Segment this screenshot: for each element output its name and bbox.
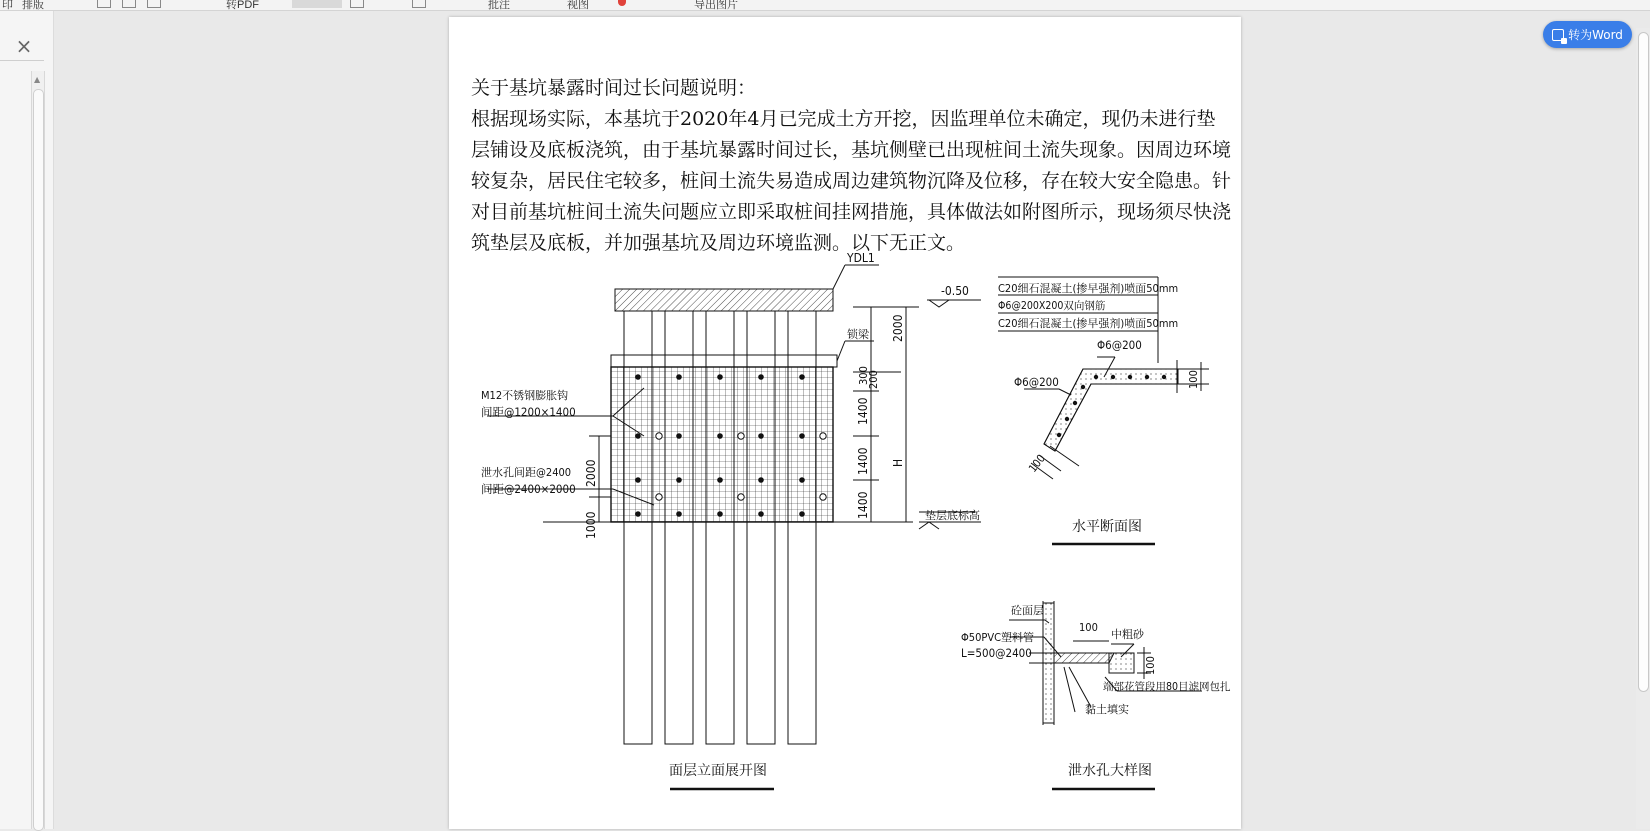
toolbar-item-print[interactable]: 印 (2, 0, 13, 11)
drain-detail-title: 泄水孔大样图 (1068, 763, 1152, 779)
divider (0, 60, 44, 61)
layer-1-label: C20细石混凝土(掺早强剂)喷面50mm (998, 282, 1179, 295)
label-drain-2: 间距@2400×2000 (481, 482, 576, 496)
label-phi-left: Φ6@200 (1014, 375, 1059, 389)
toolbar-item-pdf[interactable]: 转PDF (226, 0, 259, 11)
scroll-up-icon[interactable]: ▲ (34, 75, 41, 84)
elevation-title: 面层立面展开图 (669, 763, 767, 779)
page-icon[interactable] (97, 0, 111, 8)
page-icon[interactable] (412, 0, 426, 8)
label-pipe-2: L=500@2400 (961, 646, 1032, 660)
dim-200: 200 (867, 370, 880, 389)
dim-100-side: 100 (1144, 656, 1157, 675)
engineering-drawing (449, 17, 1241, 829)
label-level: -0.50 (941, 284, 969, 298)
label-fill: 黏土填实 (1085, 703, 1129, 716)
sidebar-scrollbar[interactable] (31, 71, 45, 829)
convert-to-word-button[interactable] (1543, 21, 1632, 48)
label-wrap: 端部花管段用80目滤网包扎 (1103, 681, 1231, 693)
cap-beam (615, 289, 833, 311)
label-ydl: YDL1 (847, 251, 875, 265)
dim-2000-left: 2000 (584, 459, 598, 487)
scrollbar-thumb[interactable] (33, 89, 44, 831)
steel-mesh (611, 367, 833, 522)
section-title: 水平断面图 (1072, 519, 1142, 535)
red-icon[interactable] (618, 0, 626, 6)
page-icon[interactable] (147, 0, 161, 8)
convert-icon (1552, 29, 1564, 41)
close-icon[interactable]: × (15, 34, 33, 58)
layer-2-label: Φ6@200X200双向钢筋 (998, 300, 1106, 312)
label-sand: 中粗砂 (1111, 628, 1144, 641)
dim-1400-b: 1400 (856, 447, 870, 475)
page-icon[interactable] (350, 0, 364, 8)
layer-3-label: C20细石混凝土(掺早强剂)喷面50mm (998, 317, 1179, 330)
left-sidebar (0, 11, 54, 829)
toolbar-item-annotate[interactable]: 批注 (488, 0, 510, 11)
page-icon[interactable] (122, 0, 136, 8)
label-pipe-1: Φ50PVC塑料管 (961, 631, 1035, 644)
label-phi-top: Φ6@200 (1097, 338, 1142, 352)
dim-300: 300 (857, 366, 870, 385)
label-anchor-1: M12不锈钢膨胀钩 (481, 389, 569, 402)
toolbar-item-layout[interactable]: 排版 (22, 0, 44, 11)
scrollbar-thumb[interactable] (1638, 32, 1649, 692)
convert-to-word-label: 转为Word (1568, 28, 1623, 42)
label-bottom-level: 垫层底标高 (925, 509, 980, 522)
label-surface: 砼面层 (1011, 604, 1044, 617)
dim-100-bottom: 100 (1026, 451, 1048, 475)
dim-1400-a: 1400 (856, 397, 870, 425)
label-anchor-2: 间距@1200×1400 (481, 405, 576, 419)
toolbar-item-view[interactable]: 视图 (567, 0, 589, 11)
toolbar-active-tab[interactable] (292, 0, 342, 8)
label-lock-beam: 锁梁 (847, 328, 869, 341)
dim-1400-c: 1400 (856, 491, 870, 519)
dim-100-top: 100 (1079, 621, 1098, 634)
paragraph-heading: 关于基坑暴露时间过长问题说明： (471, 77, 757, 99)
document-scrollbar[interactable] (1636, 28, 1650, 829)
lock-beam (611, 355, 837, 367)
paragraph-body: 根据现场实际，本基坑于2020年4月已完成土方开挖，因监理单位未确定，现仍未进行垫层铺设及底板浇筑，由于基坑暴露时间过长，基坑侧壁已出现桩间土流失现象。因周边环境较复杂，居民住宅较多，桩间土流失易造成周边建筑物沉降及位移，存在较大安全隐患。针对目前基坑桩间土流失问题应立即采取桩间挂网措施，具体做法如附图所示，现场须尽快浇筑垫层及底板，并加强基坑及周边环境监测。以下无正文。 (471, 108, 1232, 254)
dim-100-right: 100 (1187, 370, 1200, 389)
toolbar-item-export[interactable]: 导出图片 (694, 0, 738, 11)
top-toolbar (0, 0, 1650, 11)
document-page (449, 17, 1241, 829)
dim-h: H (891, 458, 905, 467)
dim-2000-top: 2000 (891, 314, 905, 342)
label-drain-1: 泄水孔间距@2400 (481, 466, 572, 479)
dim-1000-left: 1000 (584, 511, 598, 539)
